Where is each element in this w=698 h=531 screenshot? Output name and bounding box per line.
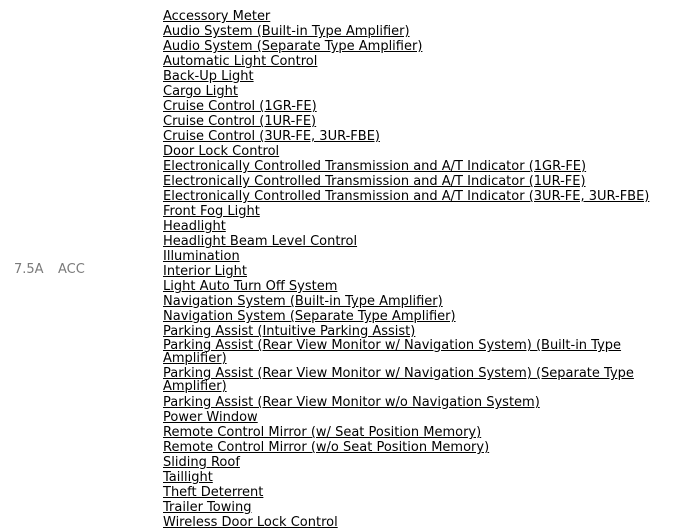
circuit-link[interactable]: Parking Assist (Rear View Monitor w/ Navigation System) (Built-in Type Amplifier)	[163, 338, 622, 366]
circuit-link[interactable]: Cruise Control (1UR-FE)	[163, 114, 317, 129]
circuit-list-item	[163, 9, 683, 24]
circuit-list-item	[163, 515, 683, 530]
circuit-link[interactable]: Automatic Light Control	[163, 54, 318, 69]
circuit-list-item	[163, 294, 683, 309]
circuit-list-item	[163, 395, 683, 410]
circuit-link[interactable]: Illumination	[163, 249, 240, 264]
circuit-link[interactable]: Remote Control Mirror (w/ Seat Position Memory)	[163, 425, 482, 440]
fuse-rating: 7.5A	[14, 262, 44, 277]
circuit-list-item	[163, 144, 683, 159]
circuit-list-item	[163, 264, 683, 279]
circuit-list-item	[163, 339, 683, 367]
circuit-link[interactable]: Headlight Beam Level Control	[163, 234, 358, 249]
circuit-list-item	[163, 54, 683, 69]
circuit-list-item	[163, 470, 683, 485]
circuit-list-item	[163, 24, 683, 39]
circuit-link[interactable]: Parking Assist (Rear View Monitor w/ Navigation System) (Separate Type Amplifier)	[163, 366, 634, 394]
circuit-link[interactable]: Electronically Controlled Transmission and A/T Indicator (3UR-FE, 3UR-FBE)	[163, 189, 650, 204]
circuit-list-item	[163, 234, 683, 249]
circuit-link[interactable]: Sliding Roof	[163, 455, 240, 470]
circuit-list-item	[163, 114, 683, 129]
circuit-list-item	[163, 219, 683, 234]
circuit-list-item	[163, 174, 683, 189]
circuit-link[interactable]: Navigation System (Built-in Type Amplifier)	[163, 294, 443, 309]
circuit-link[interactable]: Parking Assist (Intuitive Parking Assist)	[163, 324, 416, 339]
circuit-link[interactable]: Taillight	[163, 470, 213, 485]
circuit-list-item	[163, 309, 683, 324]
fuse-name: ACC	[58, 262, 85, 277]
circuit-list-item	[163, 324, 683, 339]
circuit-list-item	[163, 189, 683, 204]
circuit-list-item	[163, 159, 683, 174]
circuit-list-item	[163, 410, 683, 425]
circuit-link[interactable]: Door Lock Control	[163, 144, 280, 159]
circuit-link[interactable]: Audio System (Built-in Type Amplifier)	[163, 24, 410, 39]
circuit-link[interactable]: Cargo Light	[163, 84, 238, 99]
circuit-link[interactable]: Audio System (Separate Type Amplifier)	[163, 39, 423, 54]
circuit-list-item	[163, 500, 683, 515]
circuit-list-item	[163, 84, 683, 99]
circuit-link[interactable]: Headlight	[163, 219, 226, 234]
circuit-link[interactable]: Parking Assist (Rear View Monitor w/o Navigation System)	[163, 395, 540, 410]
circuit-list	[163, 9, 683, 530]
circuit-link[interactable]: Remote Control Mirror (w/o Seat Position Memory)	[163, 440, 490, 455]
circuit-list-item	[163, 425, 683, 440]
circuit-link[interactable]: Cruise Control (1GR-FE)	[163, 99, 317, 114]
circuit-link[interactable]: Trailer Towing	[163, 500, 252, 515]
circuit-link[interactable]: Theft Deterrent	[163, 485, 264, 500]
circuit-link[interactable]: Front Fog Light	[163, 204, 260, 219]
circuit-list-item	[163, 455, 683, 470]
circuit-list-item	[163, 279, 683, 294]
circuit-list-item	[163, 39, 683, 54]
circuit-link[interactable]: Light Auto Turn Off System	[163, 279, 338, 294]
circuit-link[interactable]: Accessory Meter	[163, 9, 271, 24]
circuit-link[interactable]: Back-Up Light	[163, 69, 254, 84]
circuit-link[interactable]: Electronically Controlled Transmission and A/T Indicator (1UR-FE)	[163, 174, 586, 189]
circuit-list-item	[163, 99, 683, 114]
circuit-list-item	[163, 249, 683, 264]
circuit-list-item	[163, 440, 683, 455]
circuit-link[interactable]: Wireless Door Lock Control	[163, 515, 338, 530]
circuit-list-item	[163, 367, 683, 395]
circuit-link[interactable]: Cruise Control (3UR-FE, 3UR-FBE)	[163, 129, 380, 144]
circuit-link[interactable]: Interior Light	[163, 264, 247, 279]
circuit-list-item	[163, 204, 683, 219]
circuit-link[interactable]: Navigation System (Separate Type Amplifier)	[163, 309, 456, 324]
circuit-list-item	[163, 485, 683, 500]
circuit-link[interactable]: Electronically Controlled Transmission and A/T Indicator (1GR-FE)	[163, 159, 587, 174]
circuit-link[interactable]: Power Window	[163, 410, 258, 425]
circuit-list-item	[163, 69, 683, 84]
circuit-list-item	[163, 129, 683, 144]
